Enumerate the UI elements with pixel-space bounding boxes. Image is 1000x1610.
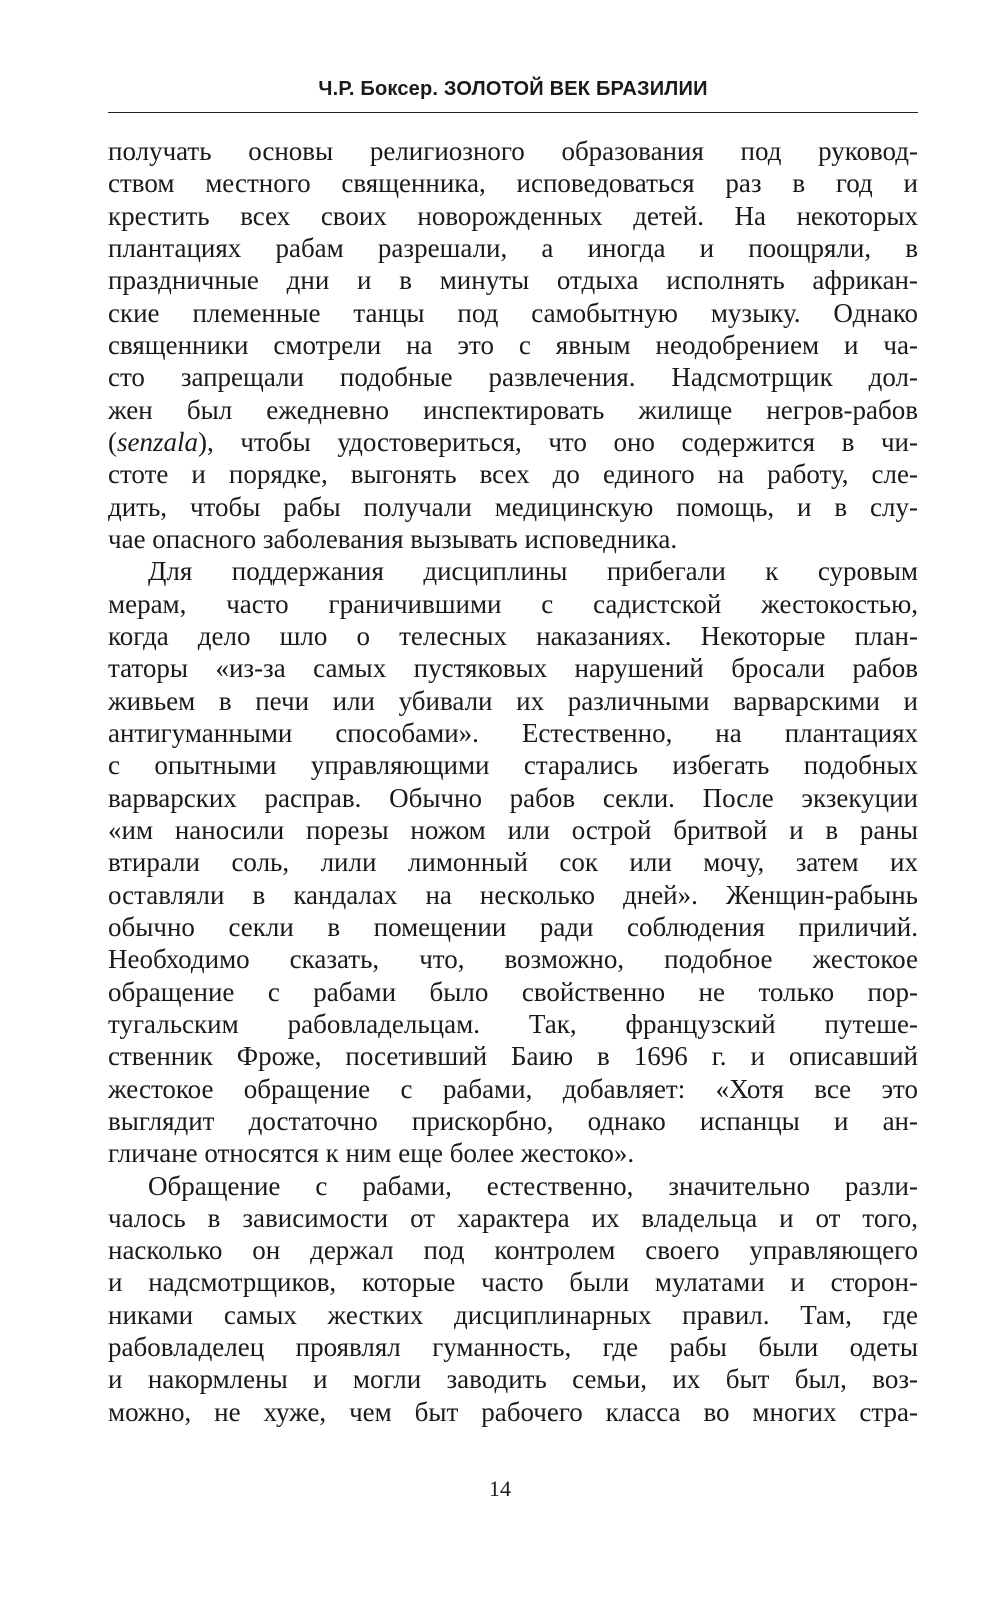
text-line: плантациях рабам разрешали, а иногда и поощряли, в [108, 232, 918, 263]
text-line: выглядит достаточно прискорбно, однако испанцы и ан- [108, 1105, 918, 1136]
text-line: Для поддержания дисциплины прибегали к суровым [148, 556, 918, 587]
text-line: гличане относятся к ним еще более жестоко». [108, 1138, 635, 1169]
header-rule [108, 112, 918, 113]
running-header: Ч.Р. Боксер. ЗОЛОТОЙ ВЕК БРАЗИЛИИ [318, 78, 708, 100]
text-line: оставляли в кандалах на несколько дней». Женщин-рабынь [108, 879, 918, 910]
text-line: сто запрещали подобные развлечения. Надсмотрщик дол- [108, 362, 918, 393]
text-line: можно, не хуже, чем быт рабочего класса во многих стра- [108, 1396, 918, 1427]
text-line: насколько он держал под контролем своего управляющего [108, 1235, 918, 1266]
text-line: получать основы религиозного образования под руковод- [108, 136, 918, 166]
text-line: Необходимо сказать, что, возможно, подобное жестокое [108, 944, 918, 975]
text-line: обычно секли в помещении ради соблюдения приличий. [108, 911, 918, 942]
text-line: втирали соль, лили лимонный сок или мочу, затем их [108, 847, 918, 878]
text-line: ские племенные танцы под самобытную музыку. Однако [108, 297, 918, 328]
text-line: живьем в печи или убивали их различными варварскими и [108, 685, 918, 716]
body-text [108, 135, 918, 1428]
text-line: рабовладелец проявлял гуманность, где рабы были одеты [108, 1332, 918, 1363]
text-line: чае опасного заболевания вызывать исповедника. [108, 523, 678, 554]
italic-term: senzala [117, 426, 198, 457]
text-line: чалось в зависимости от характера их владельца и от того, [108, 1202, 918, 1233]
text-line: с опытными управляющими старались избегать подобных [108, 750, 918, 781]
text-line: стоте и порядке, выгонять всех до единого на работу, сле- [108, 459, 918, 490]
text-line [108, 426, 918, 458]
text-line: никами самых жестких дисциплинарных правил. Там, где [108, 1299, 918, 1330]
text-line: крестить всех своих новорожденных детей. На некоторых [108, 200, 918, 231]
text-line: дить, чтобы рабы получали медицинскую помощь, и в слу- [108, 491, 918, 522]
text-line: антигуманными способами». Естественно, на плантациях [108, 717, 918, 748]
text-line: и надсмотрщиков, которые часто были мулатами и сторон- [108, 1267, 918, 1298]
text-fragment: ( [108, 426, 117, 457]
page-number: 14 [489, 1476, 511, 1501]
text-line: таторы «из-за самых пустяковых нарушений бросали рабов [108, 653, 918, 684]
text-fragment: ), чтобы удостовериться, что оно содержится в чи- [198, 426, 918, 457]
text-line: священники смотрели на это с явным неодобрением и ча- [108, 329, 918, 360]
text-line: жен был ежедневно инспектировать жилище негров-рабов [108, 394, 918, 425]
text-line: мерам, часто граничившими с садистской жестокостью, [108, 588, 918, 619]
text-line: когда дело шло о телесных наказаниях. Некоторые план- [108, 620, 918, 651]
text-line: ственник Фроже, посетивший Баию в 1696 г. и описавший [108, 1041, 918, 1072]
text-line: тугальским рабовладельцам. Так, французский путеше- [108, 1008, 918, 1039]
text-line: и накормлены и могли заводить семьи, их быт был, воз- [108, 1364, 918, 1395]
text-line: обращение с рабами было свойственно не только пор- [108, 976, 918, 1007]
text-line: ством местного священника, исповедоваться раз в год и [108, 168, 918, 199]
text-line: варварских расправ. Обычно рабов секли. После экзекуции [108, 782, 918, 813]
text-line: «им наносили порезы ножом или острой бритвой и в раны [108, 814, 918, 845]
text-line: Обращение с рабами, естественно, значительно разли- [148, 1170, 918, 1201]
text-line: праздничные дни и в минуты отдыха исполнять африкан- [108, 265, 918, 296]
text-line: жестокое обращение с рабами, добавляет: «Хотя все это [108, 1073, 918, 1104]
